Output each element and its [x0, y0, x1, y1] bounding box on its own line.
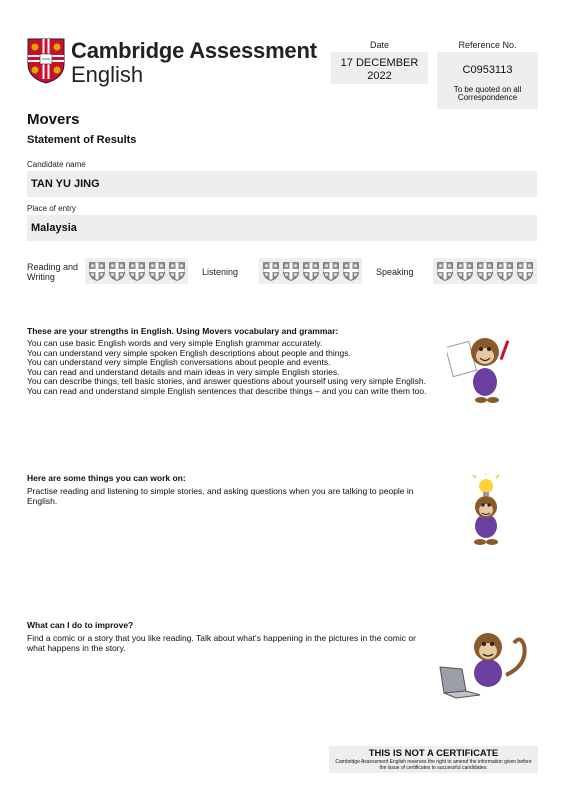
strengths-list [27, 339, 432, 397]
shield-icon [89, 262, 105, 281]
page-title: Movers [27, 111, 80, 128]
strength-item: You can understand very simple spoken English descriptions about people and things. [27, 347, 351, 358]
shields-speaking [433, 258, 537, 284]
candidate-label: Candidate name [27, 160, 86, 169]
shield-icon [303, 262, 319, 281]
reference-box [437, 52, 538, 109]
strength-item: You can describe things, tell basic stories, and answer questions about yourself using very simple English. [27, 376, 426, 387]
not-certificate-box [329, 746, 538, 773]
work-on-heading: Here are some things you can work on: [27, 473, 186, 483]
strength-item: You can understand very simple English conversations about people and events. [27, 357, 331, 368]
shield-icon [149, 262, 165, 281]
work-on-text: Practise reading and listening to simple stories, and asking questions when you are talking to people in English. [27, 486, 414, 506]
shields-listening [259, 258, 362, 284]
brand-name-line1: Cambridge Assessment [71, 38, 317, 63]
skill-label-line: Reading and [27, 262, 79, 272]
candidate-box [27, 171, 537, 197]
shield-icon [129, 262, 145, 281]
shield-icon [517, 262, 533, 281]
place-value: Malaysia [31, 222, 77, 234]
shield-icon [169, 262, 185, 281]
skill-label-speaking: Speaking [376, 267, 414, 277]
improve-heading: What can I do to improve? [27, 620, 134, 630]
strength-item: You can read and understand simple English sentences that describe things – and you can write them too. [27, 385, 427, 396]
not-certificate-heading: THIS IS NOT A CERTIFICATE [368, 748, 499, 759]
reference-label: Reference No. [458, 40, 517, 50]
place-label: Place of entry [27, 204, 76, 213]
reference-number: C0953113 [462, 64, 513, 76]
skill-label-reading-writing [27, 262, 78, 282]
monkey-lightbulb-icon [448, 474, 518, 549]
skill-label-listening: Listening [202, 267, 239, 277]
strength-item: You can read and understand details and main ideas in very simple English stories. [27, 366, 340, 377]
strengths-heading: These are your strengths in English. Using Movers vocabulary and grammar: [27, 326, 339, 336]
skill-label-line: Writing [27, 272, 55, 282]
crest-icon [27, 38, 65, 84]
place-box [27, 215, 537, 241]
improve-text: Find a comic or a story that you like reading. Talk about what's happening in the pictures in the comic or what happens in the story. [27, 633, 416, 653]
strength-item: You can use basic English words and very simple English grammar accurately. [27, 338, 323, 348]
shield-icon [323, 262, 339, 281]
shield-icon [283, 262, 299, 281]
shield-icon [263, 262, 279, 281]
shield-icon [497, 262, 513, 281]
shield-icon [109, 262, 125, 281]
shield-icon [477, 262, 493, 281]
shield-icon [343, 262, 359, 281]
cambridge-logo [27, 38, 327, 88]
candidate-name: TAN YU JING [31, 178, 100, 190]
monkey-writing-icon [447, 330, 517, 405]
reference-note: To be quoted on all Correspondence [453, 85, 522, 102]
monkey-laptop-icon [436, 625, 532, 700]
not-certificate-note: Cambridge Assessment English reserves the right to amend the information given before the issue of certificates to successful candidates. [335, 759, 532, 771]
shield-icon [457, 262, 473, 281]
date-value: 17 DECEMBER 2022 [340, 57, 419, 82]
page-subtitle: Statement of Results [27, 134, 137, 146]
date-box [331, 52, 428, 84]
brand-name-line2: English [71, 62, 144, 87]
shields-reading-writing [85, 258, 188, 284]
date-label: Date [369, 40, 389, 50]
shield-icon [437, 262, 453, 281]
